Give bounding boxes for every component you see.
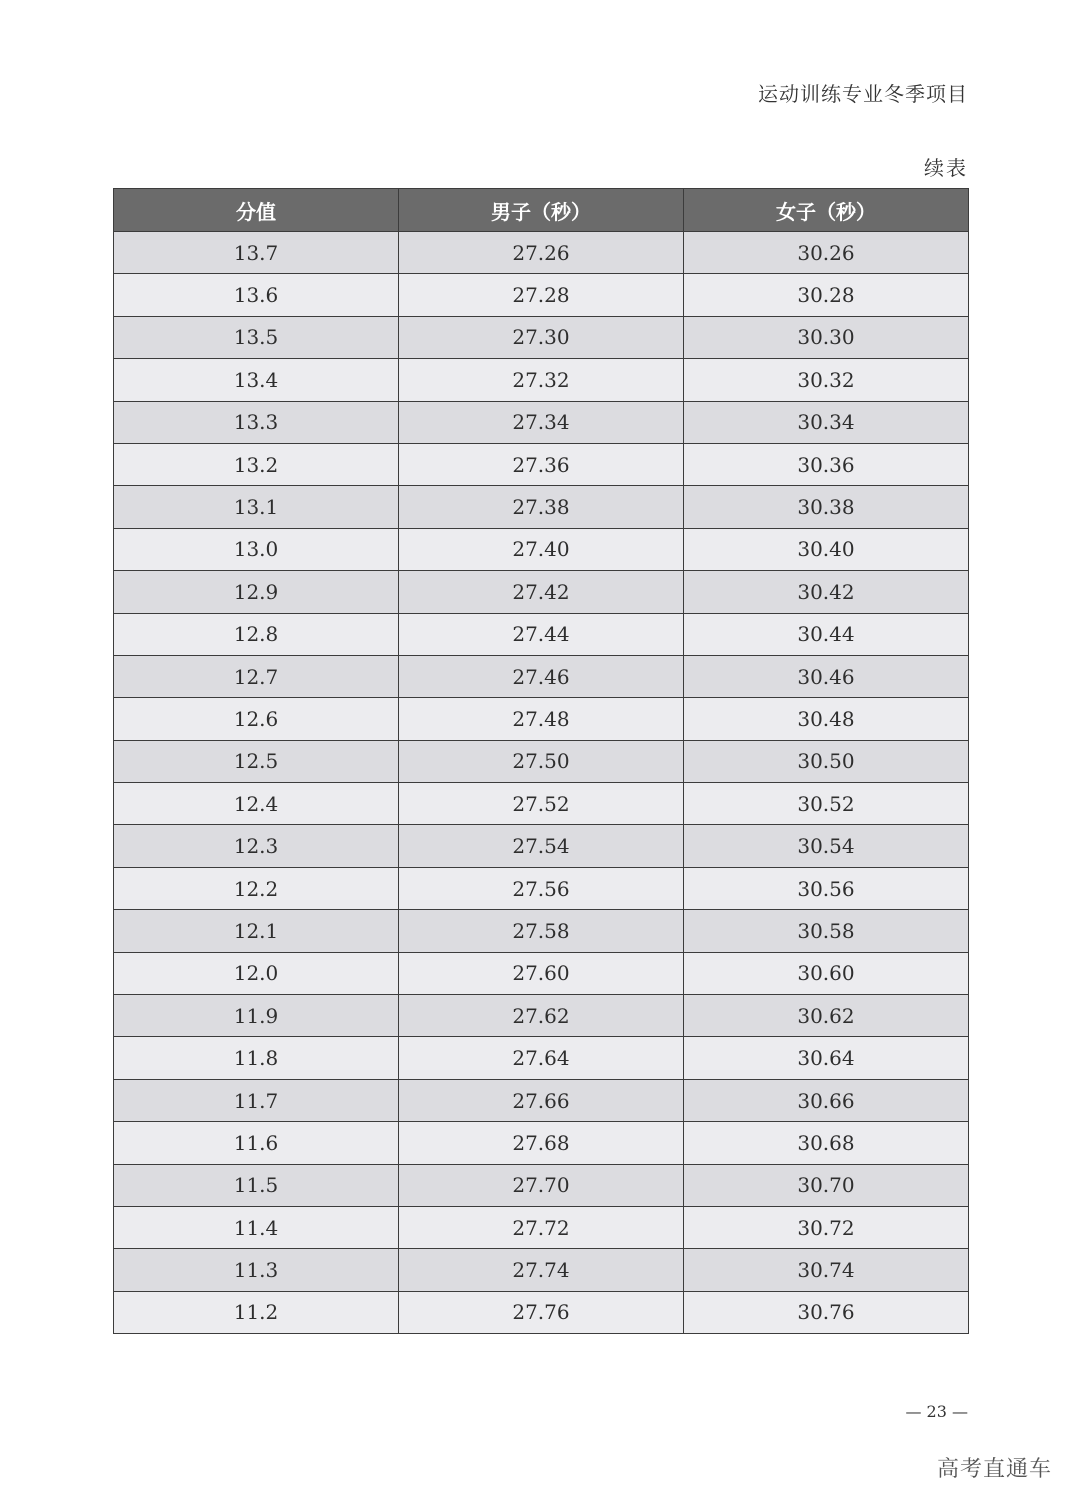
cell-score: 12.5 — [114, 740, 399, 782]
table-row — [114, 316, 969, 358]
table-row — [114, 1122, 969, 1164]
cell-score: 11.5 — [114, 1164, 399, 1206]
table-row — [114, 1206, 969, 1248]
cell-female-seconds: 30.54 — [684, 825, 969, 867]
cell-female-seconds: 30.60 — [684, 952, 969, 994]
cell-score: 12.0 — [114, 952, 399, 994]
cell-male-seconds: 27.30 — [399, 316, 684, 358]
cell-male-seconds: 27.38 — [399, 486, 684, 528]
table-row — [114, 1291, 969, 1333]
cell-male-seconds: 27.48 — [399, 698, 684, 740]
cell-female-seconds: 30.74 — [684, 1249, 969, 1291]
column-header-score: 分值 — [114, 189, 399, 232]
cell-female-seconds: 30.70 — [684, 1164, 969, 1206]
cell-male-seconds: 27.70 — [399, 1164, 684, 1206]
table-row — [114, 655, 969, 697]
cell-female-seconds: 30.50 — [684, 740, 969, 782]
cell-score: 11.9 — [114, 995, 399, 1037]
table-row — [114, 528, 969, 570]
table-row — [114, 1164, 969, 1206]
table-row — [114, 995, 969, 1037]
table-row — [114, 232, 969, 274]
cell-score: 12.3 — [114, 825, 399, 867]
cell-female-seconds: 30.76 — [684, 1291, 969, 1333]
watermark-text: 高考直通车 — [936, 1457, 1052, 1482]
table-row — [114, 1079, 969, 1121]
cell-male-seconds: 27.72 — [399, 1206, 684, 1248]
cell-male-seconds: 27.32 — [399, 359, 684, 401]
table-header-row — [114, 189, 969, 232]
cell-score: 12.6 — [114, 698, 399, 740]
cell-score: 13.1 — [114, 486, 399, 528]
table-row — [114, 401, 969, 443]
column-header-male-seconds: 男子（秒） — [399, 189, 684, 232]
table-row — [114, 952, 969, 994]
cell-female-seconds: 30.46 — [684, 655, 969, 697]
table-row — [114, 698, 969, 740]
cell-female-seconds: 30.42 — [684, 571, 969, 613]
cell-female-seconds: 30.38 — [684, 486, 969, 528]
column-header-female-seconds: 女子（秒） — [684, 189, 969, 232]
cell-female-seconds: 30.28 — [684, 274, 969, 316]
cell-male-seconds: 27.68 — [399, 1122, 684, 1164]
cell-male-seconds: 27.28 — [399, 274, 684, 316]
cell-male-seconds: 27.36 — [399, 443, 684, 485]
cell-female-seconds: 30.48 — [684, 698, 969, 740]
cell-score: 13.7 — [114, 232, 399, 274]
table-row — [114, 910, 969, 952]
cell-female-seconds: 30.32 — [684, 359, 969, 401]
table-row — [114, 274, 969, 316]
cell-male-seconds: 27.44 — [399, 613, 684, 655]
cell-female-seconds: 30.36 — [684, 443, 969, 485]
cell-score: 12.7 — [114, 655, 399, 697]
cell-female-seconds: 30.44 — [684, 613, 969, 655]
table-row — [114, 740, 969, 782]
cell-male-seconds: 27.50 — [399, 740, 684, 782]
cell-male-seconds: 27.60 — [399, 952, 684, 994]
table-row — [114, 571, 969, 613]
cell-score: 12.2 — [114, 867, 399, 909]
cell-male-seconds: 27.56 — [399, 867, 684, 909]
cell-score: 13.6 — [114, 274, 399, 316]
cell-male-seconds: 27.58 — [399, 910, 684, 952]
table-row — [114, 443, 969, 485]
table-row — [114, 783, 969, 825]
cell-score: 12.8 — [114, 613, 399, 655]
table-body — [114, 232, 969, 1334]
continued-label: 续表 — [924, 156, 968, 180]
cell-male-seconds: 27.52 — [399, 783, 684, 825]
cell-female-seconds: 30.58 — [684, 910, 969, 952]
score-table — [113, 188, 969, 1334]
cell-score: 12.9 — [114, 571, 399, 613]
running-title: 运动训练专业冬季项目 — [758, 82, 968, 106]
table-row — [114, 867, 969, 909]
cell-female-seconds: 30.62 — [684, 995, 969, 1037]
cell-score: 11.2 — [114, 1291, 399, 1333]
cell-score: 13.2 — [114, 443, 399, 485]
cell-female-seconds: 30.56 — [684, 867, 969, 909]
cell-male-seconds: 27.62 — [399, 995, 684, 1037]
cell-female-seconds: 30.64 — [684, 1037, 969, 1079]
cell-female-seconds: 30.72 — [684, 1206, 969, 1248]
cell-male-seconds: 27.34 — [399, 401, 684, 443]
table-row — [114, 825, 969, 867]
cell-male-seconds: 27.46 — [399, 655, 684, 697]
cell-female-seconds: 30.52 — [684, 783, 969, 825]
cell-male-seconds: 27.26 — [399, 232, 684, 274]
cell-female-seconds: 30.68 — [684, 1122, 969, 1164]
table-row — [114, 1037, 969, 1079]
cell-male-seconds: 27.74 — [399, 1249, 684, 1291]
table-row — [114, 613, 969, 655]
cell-score: 11.3 — [114, 1249, 399, 1291]
cell-score: 11.6 — [114, 1122, 399, 1164]
cell-male-seconds: 27.54 — [399, 825, 684, 867]
cell-female-seconds: 30.34 — [684, 401, 969, 443]
cell-female-seconds: 30.30 — [684, 316, 969, 358]
page-number: — 23 — — [905, 1402, 968, 1421]
cell-male-seconds: 27.76 — [399, 1291, 684, 1333]
cell-score: 13.3 — [114, 401, 399, 443]
cell-male-seconds: 27.42 — [399, 571, 684, 613]
cell-female-seconds: 30.26 — [684, 232, 969, 274]
cell-male-seconds: 27.66 — [399, 1079, 684, 1121]
cell-male-seconds: 27.64 — [399, 1037, 684, 1079]
cell-score: 13.5 — [114, 316, 399, 358]
cell-score: 12.1 — [114, 910, 399, 952]
cell-male-seconds: 27.40 — [399, 528, 684, 570]
table-row — [114, 1249, 969, 1291]
cell-score: 11.7 — [114, 1079, 399, 1121]
table-row — [114, 486, 969, 528]
cell-score: 13.4 — [114, 359, 399, 401]
cell-female-seconds: 30.66 — [684, 1079, 969, 1121]
cell-score: 11.8 — [114, 1037, 399, 1079]
cell-score: 13.0 — [114, 528, 399, 570]
cell-score: 11.4 — [114, 1206, 399, 1248]
table-row — [114, 359, 969, 401]
cell-female-seconds: 30.40 — [684, 528, 969, 570]
cell-score: 12.4 — [114, 783, 399, 825]
